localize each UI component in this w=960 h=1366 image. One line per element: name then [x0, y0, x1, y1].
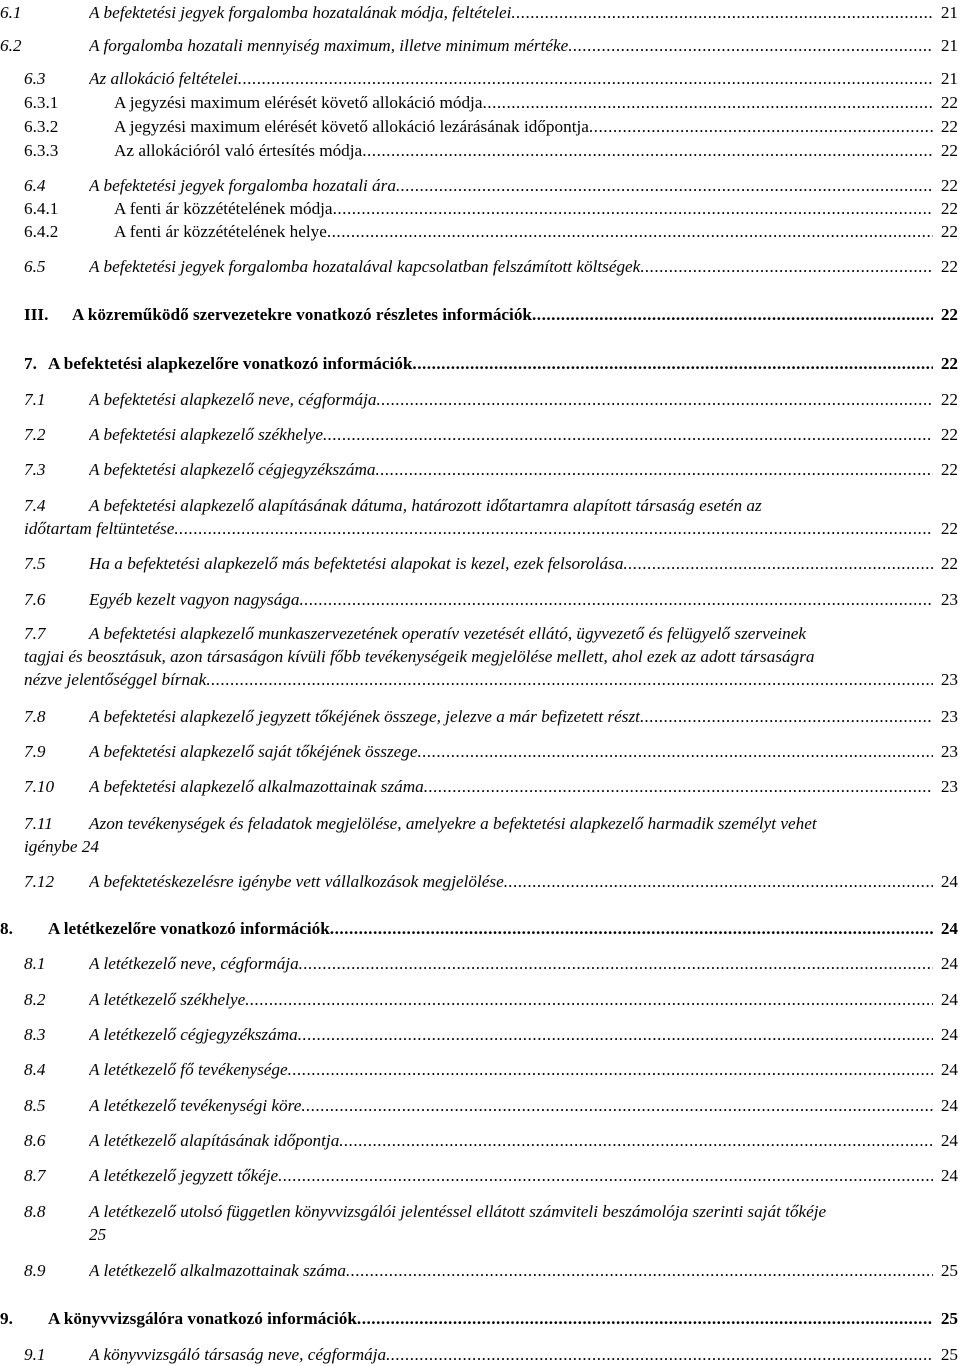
toc-entry-title: A befektetési alapkezelő munkaszervezetének operatív vezetését ellátó, ügyvezető és felügyelő szerveinek — [89, 624, 806, 643]
toc-entry-title: A befektetési alapkezelő cégjegyzékszáma — [89, 460, 376, 479]
dot-leader — [339, 1130, 933, 1152]
toc-entry-page: 23 — [940, 742, 958, 761]
toc-entry-title-row — [72, 304, 933, 326]
toc-entry[interactable] — [0, 871, 960, 893]
toc-entry[interactable] — [0, 1165, 960, 1187]
toc-entry[interactable] — [0, 1130, 960, 1152]
toc-entry-page: 22 — [940, 117, 958, 136]
toc-entry-title-row — [89, 953, 933, 975]
toc-entry-title: A befektetési jegyek forgalomba hozatali ára — [89, 176, 396, 195]
toc-entry[interactable] — [0, 221, 960, 243]
dot-leader — [640, 706, 933, 728]
toc-entry-title: A befektetési jegyek forgalomba hozatalának módja, feltételei — [89, 3, 512, 22]
toc-entry[interactable] — [0, 198, 960, 220]
toc-entry-number: 8.2 — [24, 990, 46, 1009]
toc-entry-number: 6.2 — [0, 36, 22, 55]
dot-leader — [424, 776, 933, 798]
toc-entry[interactable] — [0, 776, 960, 798]
toc-entry-title-row — [89, 1024, 933, 1046]
toc-entry[interactable] — [0, 1260, 960, 1282]
toc-entry-title: A jegyzési maximum elérését követő allokáció lezárásának időpontja — [114, 117, 589, 136]
toc-entry-page: 22 — [940, 222, 958, 241]
toc-entry[interactable] — [0, 1344, 960, 1366]
toc-entry-title: A letétkezelő alapításának időpontja — [89, 1131, 340, 1150]
toc-entry-page: 24 — [940, 1025, 958, 1044]
toc-entry[interactable] — [0, 1059, 960, 1081]
dot-leader — [376, 389, 933, 411]
toc-entry-title-row — [114, 198, 933, 220]
toc-entry-title: A befektetési alapkezelő alapításának dátuma, határozott időtartamra alapított társaság esetén az — [89, 496, 762, 515]
toc-entry-page: 22 — [940, 93, 958, 112]
toc-entry-number: 7.4 — [24, 496, 46, 515]
toc-entry-title: Egyéb kezelt vagyon nagysága — [89, 590, 300, 609]
toc-entry[interactable] — [0, 68, 960, 90]
toc-entry[interactable] — [0, 175, 960, 197]
toc-entry-number: 8.1 — [24, 954, 46, 973]
toc-entry[interactable] — [0, 989, 960, 1011]
toc-entry-title: A letétkezelő fő tevékenysége — [89, 1060, 288, 1079]
dot-leader — [245, 989, 933, 1011]
toc-entry-title-row — [89, 2, 933, 24]
toc-entry-title: A befektetési alapkezelő neve, cégformája — [89, 390, 377, 409]
toc-entry-title-row — [89, 175, 933, 197]
toc-entry-title: Ha a befektetési alapkezelő más befektetési alapokat is kezel, ezek felsorolása — [89, 554, 624, 573]
toc-entry-title: A letétkezelő székhelye — [89, 990, 246, 1009]
toc-entry-title-row — [89, 1165, 933, 1187]
dot-leader — [333, 198, 933, 220]
toc-entry-title-row — [89, 1260, 933, 1282]
toc-entry[interactable] — [0, 92, 960, 114]
toc-entry-number: III. — [24, 305, 49, 324]
toc-entry-title: A fenti ár közzétételének módja — [114, 199, 333, 218]
dot-leader — [278, 1165, 933, 1187]
toc-entry-number: 6.4.1 — [24, 199, 59, 218]
toc-entry-number: 7.10 — [24, 777, 55, 796]
toc-entry-page: 22 — [940, 141, 958, 160]
toc-entry-number: 6.3 — [24, 69, 46, 88]
toc-entry-title: A letétkezelő neve, cégformája — [89, 954, 299, 973]
toc-entry-title: A letétkezelő tevékenységi köre — [89, 1096, 302, 1115]
dot-leader — [568, 35, 933, 57]
toc-entry-page: 24 — [940, 1096, 958, 1115]
toc-entry-number: 7.12 — [24, 872, 55, 891]
toc-entry-number: 6.3.3 — [24, 141, 59, 160]
toc-entry-number: 8.6 — [24, 1131, 46, 1150]
dot-leader — [299, 953, 933, 975]
dot-leader — [418, 741, 933, 763]
toc-entry-page: 25 — [940, 1345, 958, 1364]
toc-entry-title-row — [89, 589, 933, 611]
toc-entry-page: 25 — [940, 1261, 958, 1280]
dot-leader — [362, 140, 933, 162]
toc-entry-title: A letétkezelő cégjegyzékszáma — [89, 1025, 298, 1044]
toc-entry-page: 23 — [940, 777, 958, 796]
dot-leader — [288, 1059, 933, 1081]
toc-entry-number: 6.4 — [24, 176, 46, 195]
toc-entry-number: 6.3.2 — [24, 117, 59, 136]
toc-entry-page: 22 — [940, 257, 958, 276]
toc-entry-title-line2: 25 — [89, 1225, 107, 1244]
toc-entry-number: 8.3 — [24, 1025, 46, 1044]
toc-entry-title-row — [89, 706, 933, 728]
toc-entry[interactable] — [0, 1308, 960, 1330]
dot-leader — [206, 668, 933, 691]
toc-entry-title: A letétkezelőre vonatkozó információk — [48, 919, 330, 938]
toc-entry-title: A befektetéskezelésre igénybe vett vállalkozások megjelölése — [89, 872, 504, 891]
toc-entry-title-continued — [24, 668, 933, 691]
toc-entry[interactable] — [0, 953, 960, 975]
dot-leader — [301, 1095, 933, 1117]
toc-entry-7-7[interactable] — [0, 622, 960, 691]
toc-entry-page: 24 — [940, 1131, 958, 1150]
toc-entry[interactable] — [0, 256, 960, 278]
toc-entry-title-row — [89, 68, 933, 90]
toc-entry-page: 23 — [940, 707, 958, 726]
toc-entry[interactable] — [0, 1095, 960, 1117]
toc-entry-number: 9. — [0, 1309, 13, 1328]
toc-entry-title: A közreműködő szervezetekre vonatkozó részletes információk — [72, 305, 532, 324]
toc-entry-title: A befektetési jegyek forgalomba hozatalával kapcsolatban felszámított költségek — [89, 257, 641, 276]
toc-entry-number: 7.1 — [24, 390, 46, 409]
toc-entry-title-row — [48, 918, 933, 940]
dot-leader — [532, 304, 933, 326]
toc-entry-page: 24 — [940, 919, 958, 938]
toc-entry-title-row — [114, 92, 933, 114]
toc-entry-title-row — [89, 1130, 933, 1152]
dot-leader — [511, 2, 933, 24]
toc-entry-page: 24 — [940, 872, 958, 891]
toc-entry-page: 22 — [940, 425, 958, 444]
toc-entry-title: Az allokációról való értesítés módja — [114, 141, 363, 160]
toc-entry-title-row — [89, 1095, 933, 1117]
toc-entry-page: 22 — [940, 390, 958, 409]
toc-entry-title-row — [89, 424, 933, 446]
dot-leader — [298, 1024, 933, 1046]
toc-entry-title-row — [114, 116, 933, 138]
toc-entry[interactable] — [0, 116, 960, 138]
dot-leader — [357, 1308, 933, 1330]
toc-entry-number: 7.11 — [24, 814, 53, 833]
toc-entry-title: A befektetési alapkezelő saját tőkéjének összege — [89, 742, 418, 761]
toc-entry[interactable] — [0, 389, 960, 411]
toc-entry-number: 7.2 — [24, 425, 46, 444]
toc-entry[interactable] — [0, 35, 960, 57]
dot-leader — [346, 1260, 933, 1282]
toc-entry-title-row — [89, 553, 933, 575]
toc-entry-number: 7.6 — [24, 590, 46, 609]
dot-leader — [386, 1344, 933, 1366]
toc-entry-title: A letétkezelő jegyzett tőkéje — [89, 1166, 279, 1185]
toc-entry-title-row — [89, 1059, 933, 1081]
toc-entry-title: A könyvvizsgáló társaság neve, cégformája — [89, 1345, 387, 1364]
dot-leader — [412, 353, 933, 375]
toc-entry-title-line2: időtartam feltüntetése — [24, 519, 175, 538]
dot-leader — [299, 589, 933, 611]
toc-entry-title-row — [89, 776, 933, 798]
toc-entry-number: 7.5 — [24, 554, 46, 573]
toc-entry-title-continued — [24, 517, 933, 540]
toc-entry-page: 25 — [940, 1309, 958, 1328]
toc-entry-title-row — [89, 989, 933, 1011]
toc-entry[interactable] — [0, 424, 960, 446]
dot-leader — [482, 92, 933, 114]
dot-leader — [504, 871, 933, 893]
toc-entry-7-4[interactable] — [0, 494, 960, 540]
toc-entry[interactable] — [0, 2, 960, 24]
toc-entry-title: A letétkezelő utolsó független könyvvizsgálói jelentéssel ellátott számviteli beszámolója szerinti saját tőkéje — [89, 1202, 827, 1221]
toc-entry-title: A jegyzési maximum elérését követő allokáció módja — [114, 93, 483, 112]
toc-entry-title-row — [89, 35, 933, 57]
dot-leader — [174, 517, 933, 540]
dot-leader — [640, 256, 933, 278]
toc-entry-page: 22 — [940, 554, 958, 573]
toc-entry-page: 22 — [940, 354, 958, 373]
toc-entry-7-11[interactable] — [0, 812, 960, 858]
toc-entry-title-row — [89, 256, 933, 278]
toc-entry-title: Az allokáció feltételei — [89, 69, 238, 88]
toc-entry-title: A fenti ár közzétételének helye — [114, 222, 327, 241]
toc-entry-title-row — [48, 353, 933, 375]
toc-entry-number: 8.9 — [24, 1261, 46, 1280]
toc-entry[interactable] — [0, 459, 960, 481]
toc-entry-title-row — [89, 389, 933, 411]
toc-entry-number: 6.5 — [24, 257, 46, 276]
toc-entry-title: Azon tevékenységek és feladatok megjelölése, amelyekre a befektetési alapkezelő harmadik személyt vehet — [89, 814, 817, 833]
toc-entry-title: A befektetési alapkezelőre vonatkozó információk — [48, 354, 413, 373]
toc-entry-page: 21 — [940, 3, 958, 22]
toc-entry-title: A befektetési alapkezelő alkalmazottainak száma — [89, 777, 424, 796]
toc-entry[interactable] — [0, 741, 960, 763]
toc-entry-page: 24 — [940, 1060, 958, 1079]
toc-entry-number: 7.9 — [24, 742, 46, 761]
toc-entry-8-8[interactable] — [0, 1200, 960, 1246]
toc-entry[interactable] — [0, 304, 960, 326]
toc-entry-title-row — [89, 459, 933, 481]
toc-entry-page: 22 — [940, 519, 958, 538]
toc-entry-number: 9.1 — [24, 1345, 46, 1364]
toc-entry-number: 8.5 — [24, 1096, 46, 1115]
toc-entry[interactable] — [0, 1024, 960, 1046]
toc-entry-number: 7.7 — [24, 624, 46, 643]
toc-entry-page: 23 — [940, 590, 958, 609]
dot-leader — [623, 553, 933, 575]
toc-entry-title-line2: igénybe 24 — [24, 837, 99, 856]
toc-entry-page: 22 — [940, 305, 958, 324]
toc-entry-number: 7. — [24, 354, 37, 373]
toc-entry-number: 8. — [0, 919, 13, 938]
dot-leader — [589, 116, 933, 138]
dot-leader — [396, 175, 933, 197]
toc-entry-title: A befektetési alapkezelő jegyzett tőkéjének összege, jelezve a már befizetett részt — [89, 707, 640, 726]
toc-entry-page: 24 — [940, 990, 958, 1009]
toc-entry-title-row — [89, 1344, 933, 1366]
toc-entry-page: 24 — [940, 954, 958, 973]
toc-entry-page: 22 — [940, 199, 958, 218]
toc-entry-title-row — [114, 140, 933, 162]
toc-entry-page: 22 — [940, 176, 958, 195]
toc-entry-number: 7.8 — [24, 707, 46, 726]
toc-entry-page: 21 — [940, 36, 958, 55]
toc-entry-title-line3: nézve jelentőséggel bírnak — [24, 670, 207, 689]
dot-leader — [323, 424, 933, 446]
toc-entry-page: 21 — [940, 69, 958, 88]
dot-leader — [330, 918, 933, 940]
dot-leader — [376, 459, 933, 481]
toc-entry[interactable] — [0, 553, 960, 575]
toc-entry-page: 23 — [940, 670, 958, 689]
toc-entry-page: 22 — [940, 460, 958, 479]
toc-entry[interactable] — [0, 589, 960, 611]
toc-entry-number: 8.7 — [24, 1166, 46, 1185]
toc-entry-title: A befektetési alapkezelő székhelye — [89, 425, 323, 444]
toc-entry-title-row — [114, 221, 933, 243]
dot-leader — [327, 221, 933, 243]
toc-entry-number: 8.8 — [24, 1202, 46, 1221]
toc-entry-title: A forgalomba hozatali mennyiség maximum, illetve minimum mértéke — [89, 36, 569, 55]
toc-entry-number: 7.3 — [24, 460, 46, 479]
toc-entry-title-row — [48, 1308, 933, 1330]
toc-entry-page: 24 — [940, 1166, 958, 1185]
toc-entry-number: 6.1 — [0, 3, 22, 22]
dot-leader — [238, 68, 933, 90]
toc-entry-number: 6.3.1 — [24, 93, 59, 112]
toc-entry-title: A könyvvizsgálóra vonatkozó információk — [48, 1309, 357, 1328]
toc-entry-title: A letétkezelő alkalmazottainak száma — [89, 1261, 346, 1280]
toc-entry[interactable] — [0, 918, 960, 940]
toc-entry-title-row — [89, 871, 933, 893]
toc-entry-number: 6.4.2 — [24, 222, 59, 241]
toc-entry-title-row — [89, 741, 933, 763]
toc-entry-title-line2: tagjai és beosztásuk, azon társaságon kívüli főbb tevékenységeik megjelölése mellett, ahol ezek az adott társaságra — [24, 647, 815, 666]
toc-entry[interactable] — [0, 140, 960, 162]
toc-entry-number: 8.4 — [24, 1060, 46, 1079]
toc-entry[interactable] — [0, 706, 960, 728]
toc-entry[interactable] — [0, 353, 960, 375]
